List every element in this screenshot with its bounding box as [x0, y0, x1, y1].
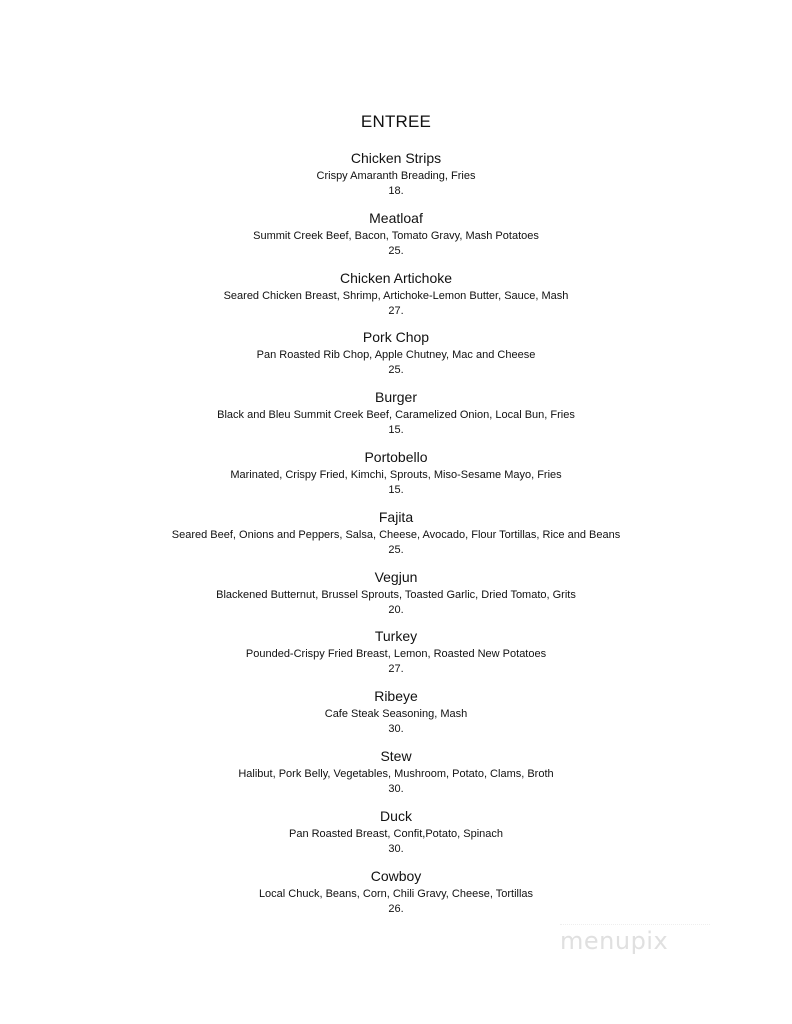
- menu-item-price: 27.: [388, 304, 404, 317]
- menu-item-price: 25.: [388, 244, 404, 257]
- menu-item: [0, 448, 792, 508]
- menu-item-price: 20.: [388, 603, 404, 616]
- menu-item-price: 30.: [388, 782, 404, 795]
- menu-item-description: Crispy Amaranth Breading, Fries: [316, 170, 476, 182]
- menu-item-description: Black and Bleu Summit Creek Beef, Caramelized Onion, Local Bun, Fries: [217, 409, 575, 422]
- menu-item-description: Seared Chicken Breast, Shrimp, Artichoke-Lemon Butter, Sauce, Mash: [223, 289, 569, 302]
- menu-item-price: 27.: [388, 663, 404, 676]
- menu-item-name: Vegjun: [374, 568, 418, 585]
- menu-list: [0, 149, 792, 926]
- menu-item: [0, 269, 792, 329]
- menu-item-description: Pan Roasted Breast, Confit,Potato, Spinach: [288, 827, 504, 840]
- menu-item-description: Seared Beef, Onions and Peppers, Salsa, Cheese, Avocado, Flour Tortillas, Rice and Beans: [171, 528, 621, 541]
- menu-item-price: 25.: [388, 364, 404, 377]
- menu-item-price: 26.: [388, 902, 404, 915]
- menu-item-price: 15.: [388, 483, 404, 496]
- menu-item-description: Blackened Butternut, Brussel Sprouts, Toasted Garlic, Dried Tomato, Grits: [216, 588, 576, 601]
- menu-item-name: Ribeye: [374, 688, 418, 705]
- menu-item-price: 15.: [388, 424, 404, 437]
- menu-item: [0, 627, 792, 687]
- menu-item-name: Duck: [380, 807, 412, 824]
- watermark-text: menupix: [560, 927, 669, 955]
- menu-item: [0, 328, 792, 388]
- menu-item-description: Pounded-Crispy Fried Breast, Lemon, Roasted New Potatoes: [245, 648, 547, 661]
- menu-item-description: Pan Roasted Rib Chop, Apple Chutney, Mac and Cheese: [256, 349, 536, 362]
- menu-item: [0, 149, 792, 209]
- menu-item-name: Meatloaf: [369, 209, 423, 226]
- menu-item: [0, 747, 792, 807]
- menu-item-description: Marinated, Crispy Fried, Kimchi, Sprouts, Miso-Sesame Mayo, Fries: [230, 468, 562, 481]
- menu-item: [0, 867, 792, 927]
- menu-item-name: Burger: [374, 389, 418, 406]
- menu-item-name: Cowboy: [370, 867, 422, 884]
- menu-item-price: 30.: [388, 842, 404, 855]
- menu-item-name: Portobello: [364, 448, 428, 465]
- menu-item: [0, 209, 792, 269]
- menu-item-name: Stew: [380, 747, 412, 764]
- menu-item: [0, 388, 792, 448]
- menu-item-price: 25.: [388, 543, 404, 556]
- menu-item-price: 18.: [388, 185, 404, 197]
- menu-item-price: 30.: [388, 723, 404, 736]
- menu-item: [0, 807, 792, 867]
- menu-item-name: Chicken Artichoke: [339, 269, 453, 286]
- menu-item-description: Halibut, Pork Belly, Vegetables, Mushroom, Potato, Clams, Broth: [238, 767, 554, 780]
- menu-item-name: Turkey: [374, 628, 418, 645]
- menu-item-description: Cafe Steak Seasoning, Mash: [324, 708, 468, 721]
- menu-item-name: Fajita: [378, 508, 414, 525]
- menu-item-description: Local Chuck, Beans, Corn, Chili Gravy, Cheese, Tortillas: [258, 887, 534, 900]
- menu-item: [0, 568, 792, 628]
- page-title: ENTREE: [360, 112, 432, 131]
- menu-item-description: Summit Creek Beef, Bacon, Tomato Gravy, Mash Potatoes: [253, 229, 539, 242]
- menu-item: [0, 508, 792, 568]
- menu-item: [0, 687, 792, 747]
- menupix-watermark: [552, 924, 672, 964]
- menu-item-name: Chicken Strips: [350, 150, 442, 166]
- menu-item-name: Pork Chop: [362, 329, 430, 346]
